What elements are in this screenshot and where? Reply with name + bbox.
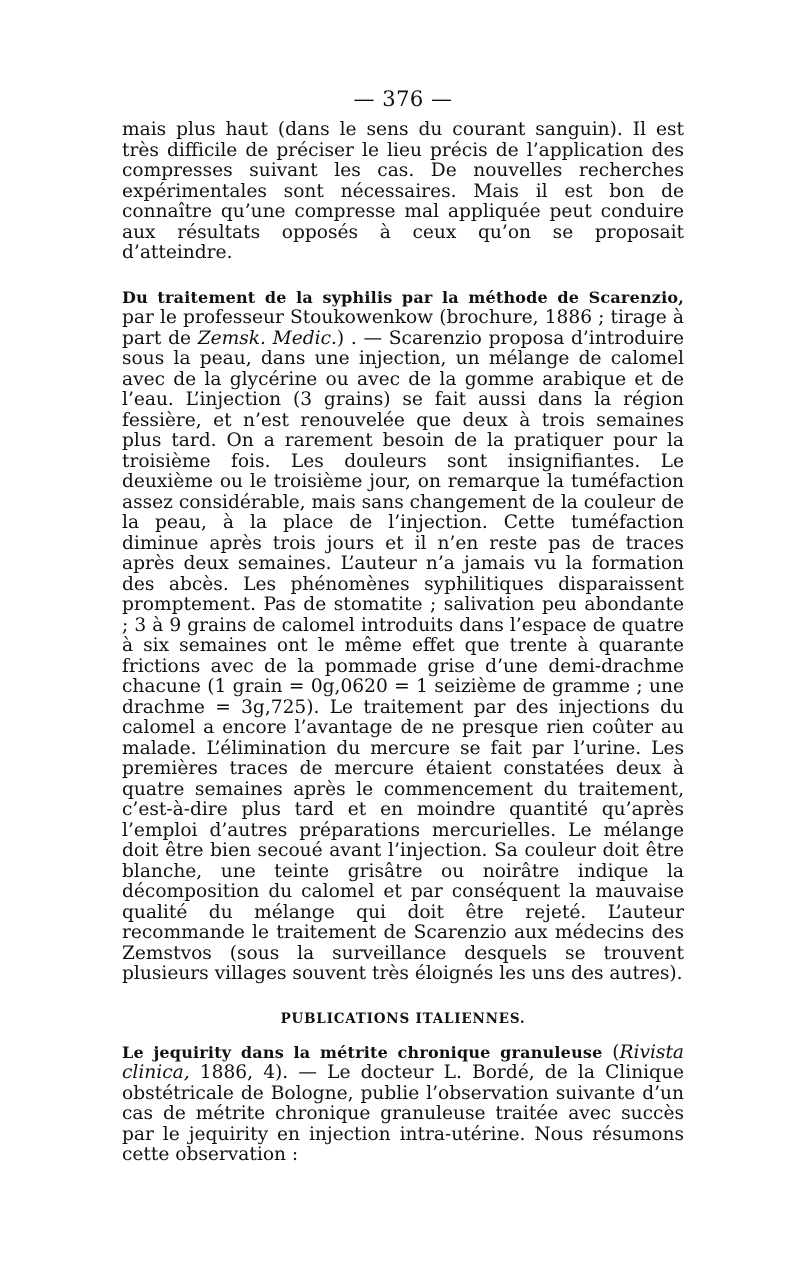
article-text-body: ) . — Scarenzio proposa d’introduire sous la peau, dans une injection, un mélange de calomel avec de la glycérine ou avec de la gomme arabique et de l’eau. L’injection (3 grains) se fait aussi dans la région fessière, et n’est renouvelée que deux à trois semaines plus tard. On a rarement besoin de la pratiquer pour la troisième fois. Les douleurs sont insignifiantes. Le deuxième ou le troisième jour, on remarque la tuméfaction assez considérable, mais sans changement de la couleur de la peau, à la place de l’injection. Cette tuméfaction diminue après trois jours et il n’en reste pas de traces après deux semaines. L’auteur n’a jamais vu la formation des abcès. Les phénomènes syphilitiques disparaissent promptement. Pas de stomatite ; salivation peu abondante ; 3 à 9 grains de calomel introduits dans l’espace de quatre à six semaines ont le même effet que trente à quarante frictions avec de la pommade grise d’une demi-drachme chacune (1 grain = 0g,0620 = 1 seizième de gramme ; une drachme = 3g,725). Le traitement par des injections du calomel a encore l’avantage de ne presque rien coûter au malade. L’élimination du mercure se fait par l’urine. Les premières traces de mercure étaient constatées deux à quatre semaines après le commencement du traitement, c’est-à-dire plus tard et en moindre quantité qu’après l’emploi d’autres préparations mercurielles. Le mélange doit être bien secoué avant l’injection. Sa couleur doit être blanche, une teinte grisâtre ou noirâtre indique la décomposition du calomel et par conséquent la mauvaise qualité du mélange qui doit être rejeté. L’auteur recommande le traitement de Scarenzio aux médecins des Zemstvos (sous la surveillance desquels se trouvent plusieurs villages souvent très éloignés les uns des autres). [122, 327, 684, 984]
journal-name-zemsk: Zemsk. Medic. [197, 327, 337, 349]
paragraph-continuation: mais plus haut (dans le sens du courant sanguin). Il est très difficile de préciser le lieu précis de l’application des compresses suivant les cas. De nouvelles recherches expérimentales sont nécessaires. Mais il est bon de connaître qu’une compresse mal appliquée peut conduire aux résultats opposés à ceux qu’on se proposait d’atteindre. [122, 119, 684, 263]
section-heading: PUBLICATIONS ITALIENNES. [280, 1010, 526, 1027]
page-number: — 376 — [353, 87, 453, 111]
article-title-syphilis: Du traitement de la syphilis par la méthode de Scarenzio, [122, 287, 684, 307]
paragraph-spacer [122, 264, 684, 288]
paragraph-syphilis-treatment [122, 288, 684, 985]
journal-name-rivista: Rivista clinica, [122, 1041, 684, 1083]
article-text-part: par le professeur Stoukowenkow (brochure, 1886 ; tirage à part de [122, 307, 684, 349]
book-page [122, 86, 684, 1166]
article-text-part: ( [602, 1041, 620, 1063]
paragraph-jequirity [122, 1043, 684, 1166]
article-text-body: 1886, 4). — Le docteur L. Bordé, de la Clinique obstétricale de Bologne, publie l’observation suivante d’un cas de métrite chronique granuleuse traitée avec succès par le jequirity en injection intra-utérine. Nous résumons cette observation : [122, 1062, 684, 1165]
article-title-jequirity: Le jequirity dans la métrite chronique granuleuse [122, 1042, 603, 1062]
